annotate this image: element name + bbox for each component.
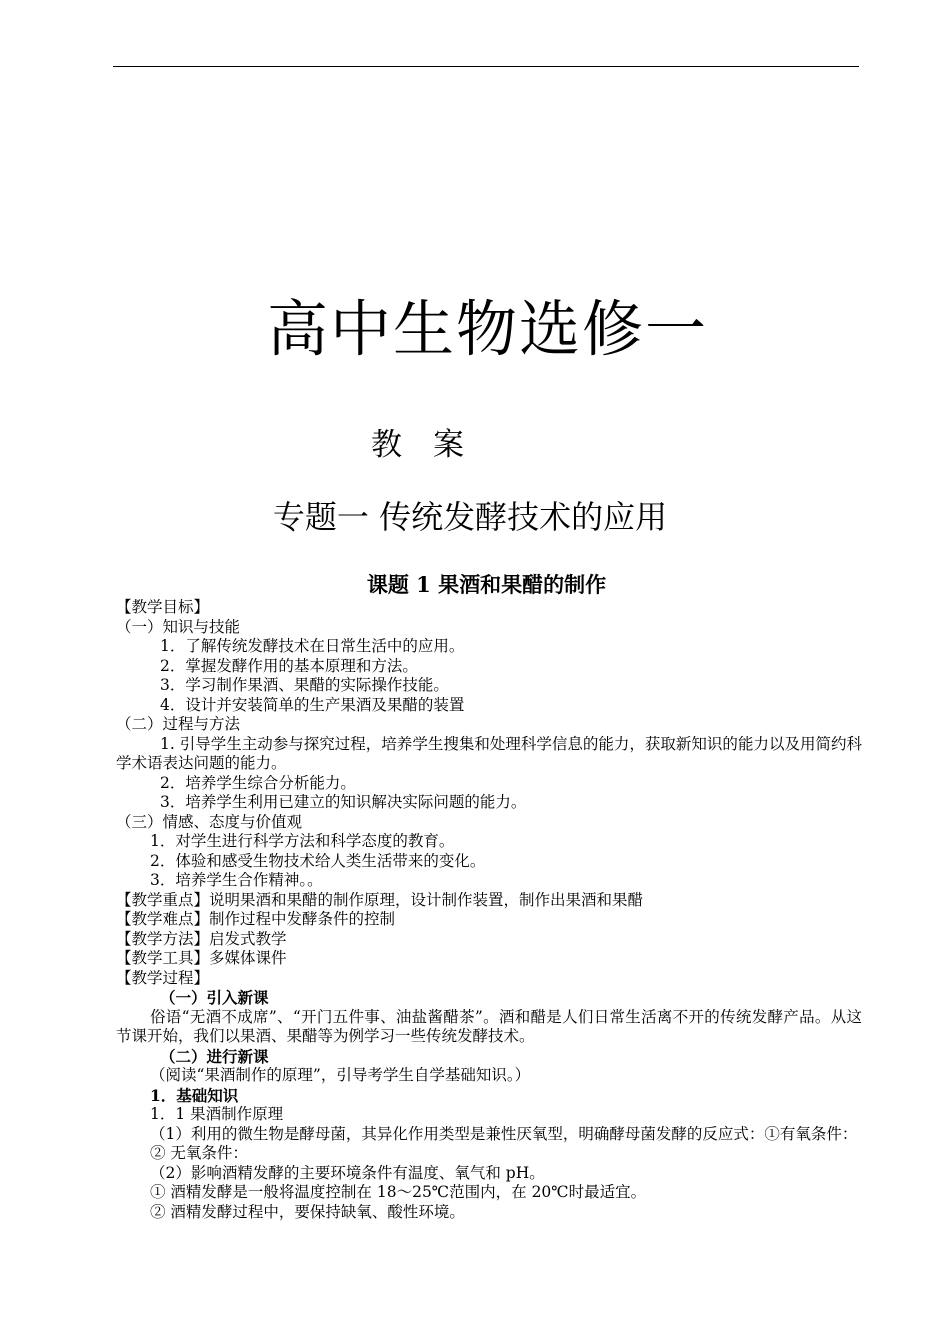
document-subtitle: 教 案 [371,427,464,463]
lesson-body [116,598,862,1222]
special-topic-heading: 专题一 传统发酵技术的应用 [272,498,668,536]
body-line: （一）知识与技能 [116,617,241,636]
body-line: 3．培养学生合作精神。。 [150,871,323,889]
body-line: 4．设计并安装简单的生产果酒及果醋的装置 [160,695,465,714]
body-line: （1）利用的微生物是酵母菌，其异化作用类型是兼性厌氧型，明确酵母菌发酵的反应式：①有氧条件： [150,1124,858,1143]
header-rule [113,66,859,67]
body-line: 1．1 果酒制作原理 [150,1105,284,1123]
body-line: 2．培养学生综合分析能力。 [160,773,356,792]
body-line: 【教学难点】制作过程中发酵条件的控制 [116,910,396,928]
document-title: 高中生物选修一 [266,294,708,365]
body-line: （阅读“果酒制作的原理”，引导考学生自学基础知识。） [150,1066,531,1084]
body-line: ② 无氧条件： [150,1144,248,1162]
body-line: 1．基础知识 [150,1085,239,1105]
body-line: 3．培养学生利用已建立的知识解决实际问题的能力。 [160,793,527,811]
body-line: 俗语“无酒不成席”、“开门五件事、油盐酱醋茶”。酒和醋是人们日常生活离不开的传统发酵产品。从这节课开始，我们以果酒、果醋等为例学习一些传统发酵技术。 [116,1007,862,1045]
body-line: 1．了解传统发酵技术在日常生活中的应用。 [160,637,465,655]
lesson-title: 课题 1 果酒和果醋的制作 [366,572,607,597]
body-line: （一）引入新课 [160,988,269,1007]
body-line: 【教学过程】 [116,968,210,987]
body-line: （二）进行新课 [160,1046,269,1066]
body-line: 2．体验和感受生物技术给人类生活带来的变化。 [150,851,486,870]
body-line: （三）情感、态度与价值观 [116,812,303,831]
body-line: 2．掌握发酵作用的基本原理和方法。 [160,656,418,675]
body-line: 【教学重点】说明果酒和果醋的制作原理，设计制作装置，制作出果酒和果醋 [116,890,644,909]
body-line: 1. 引导学生主动参与探究过程，培养学生搜集和处理科学信息的能力，获取新知识的能力以及用简约科学术语表达问题的能力。 [116,734,862,772]
body-line: ② 酒精发酵过程中，要保持缺氧、酸性环境。 [150,1202,465,1221]
body-line: 【教学方法】启发式教学 [116,929,287,948]
body-line: 【教学工具】多媒体课件 [116,949,287,967]
body-line: （二）过程与方法 [116,715,241,733]
body-line: 1．对学生进行科学方法和科学态度的教育。 [150,832,455,850]
body-line: 3．学习制作果酒、果醋的实际操作技能。 [160,676,449,694]
body-line: （2）影响酒精发酵的主要环境条件有温度、氧气和 pH。 [150,1163,545,1182]
body-line: 【教学目标】 [116,598,210,616]
body-line: ① 酒精发酵是一般将温度控制在 18～25℃范围内，在 20℃时最适宜。 [150,1183,647,1201]
